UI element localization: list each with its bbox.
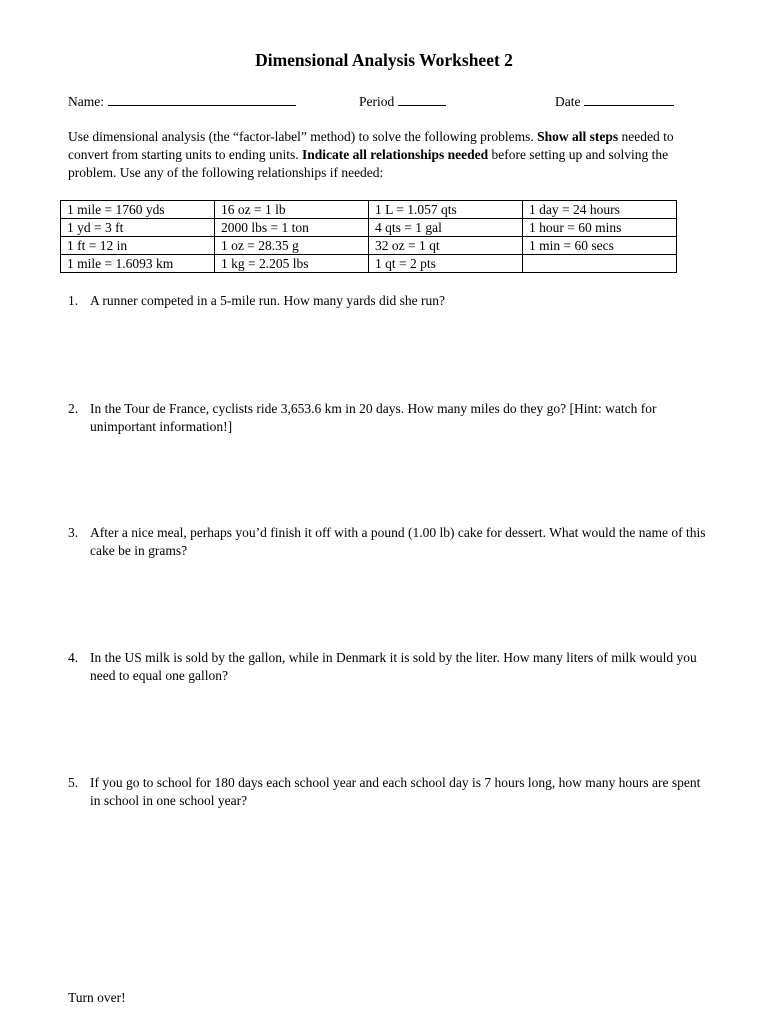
question-number: 4. — [68, 650, 79, 665]
relationships-table — [60, 200, 677, 273]
question-5 — [68, 774, 708, 810]
question-text: In the Tour de France, cyclists ride 3,653.6 km in 20 days. How many miles do they go? [Hint: watch for unimportant information!] — [90, 401, 657, 434]
question-number: 5. — [68, 775, 79, 790]
question-text: In the US milk is sold by the gallon, while in Denmark it is sold by the liter. How many liters of milk would you need to equal one gallon? — [90, 650, 697, 683]
instructions — [68, 128, 708, 182]
question-1 — [68, 292, 708, 310]
table-cell — [523, 255, 677, 273]
page-title: Dimensional Analysis Worksheet 2 — [255, 50, 513, 70]
table-cell: 1 ft = 12 in — [61, 237, 215, 255]
name-label: Name: — [68, 94, 104, 109]
table-cell: 1 L = 1.057 qts — [369, 201, 523, 219]
question-text: If you go to school for 180 days each school year and each school day is 7 hours long, how many hours are spent in school in one school year? — [90, 775, 701, 808]
table-cell: 2000 lbs = 1 ton — [215, 219, 369, 237]
table-cell: 1 hour = 60 mins — [523, 219, 677, 237]
date-blank-line — [584, 92, 674, 106]
question-number: 3. — [68, 525, 79, 540]
instructions-bold-1: Show all steps — [537, 129, 619, 144]
question-number: 1. — [68, 293, 79, 308]
table-row — [61, 201, 677, 219]
table-cell: 1 min = 60 secs — [523, 237, 677, 255]
student-info-fields — [0, 92, 768, 110]
table-cell: 32 oz = 1 qt — [369, 237, 523, 255]
table-cell: 1 yd = 3 ft — [61, 219, 215, 237]
date-label: Date — [555, 94, 581, 109]
table-cell: 1 day = 24 hours — [523, 201, 677, 219]
instructions-text-2: needed to convert from starting units to ending units. — [68, 129, 674, 162]
name-field — [68, 92, 296, 111]
instructions-bold-2: Indicate all relationships needed — [301, 147, 489, 162]
table-cell: 1 kg = 2.205 lbs — [215, 255, 369, 273]
instructions-text-1: Use dimensional analysis (the “factor-label” method) to solve the following problems. — [68, 129, 538, 144]
table-cell: 4 qts = 1 gal — [369, 219, 523, 237]
table-cell: 1 qt = 2 pts — [369, 255, 523, 273]
table-cell: 1 mile = 1760 yds — [61, 201, 215, 219]
question-text: After a nice meal, perhaps you’d finish it off with a pound (1.00 lb) cake for dessert. What would the name of this cake be in grams? — [90, 525, 706, 558]
period-field — [359, 92, 446, 111]
name-blank-line — [108, 92, 296, 106]
instructions-text-3: before setting up and solving the problem. Use any of the following relationships if needed: — [68, 147, 669, 180]
question-text: A runner competed in a 5-mile run. How many yards did she run? — [90, 293, 446, 308]
table-row — [61, 237, 677, 255]
date-field — [555, 92, 674, 111]
question-3 — [68, 524, 708, 560]
period-label: Period — [359, 94, 395, 109]
table-row — [61, 255, 677, 273]
table-cell: 1 oz = 28.35 g — [215, 237, 369, 255]
table-cell: 1 mile = 1.6093 km — [61, 255, 215, 273]
question-number: 2. — [68, 401, 79, 416]
turn-over-note: Turn over! — [68, 990, 126, 1005]
table-cell: 16 oz = 1 lb — [215, 201, 369, 219]
question-4 — [68, 649, 708, 685]
table-row — [61, 219, 677, 237]
question-2 — [68, 400, 708, 436]
period-blank-line — [398, 92, 446, 106]
